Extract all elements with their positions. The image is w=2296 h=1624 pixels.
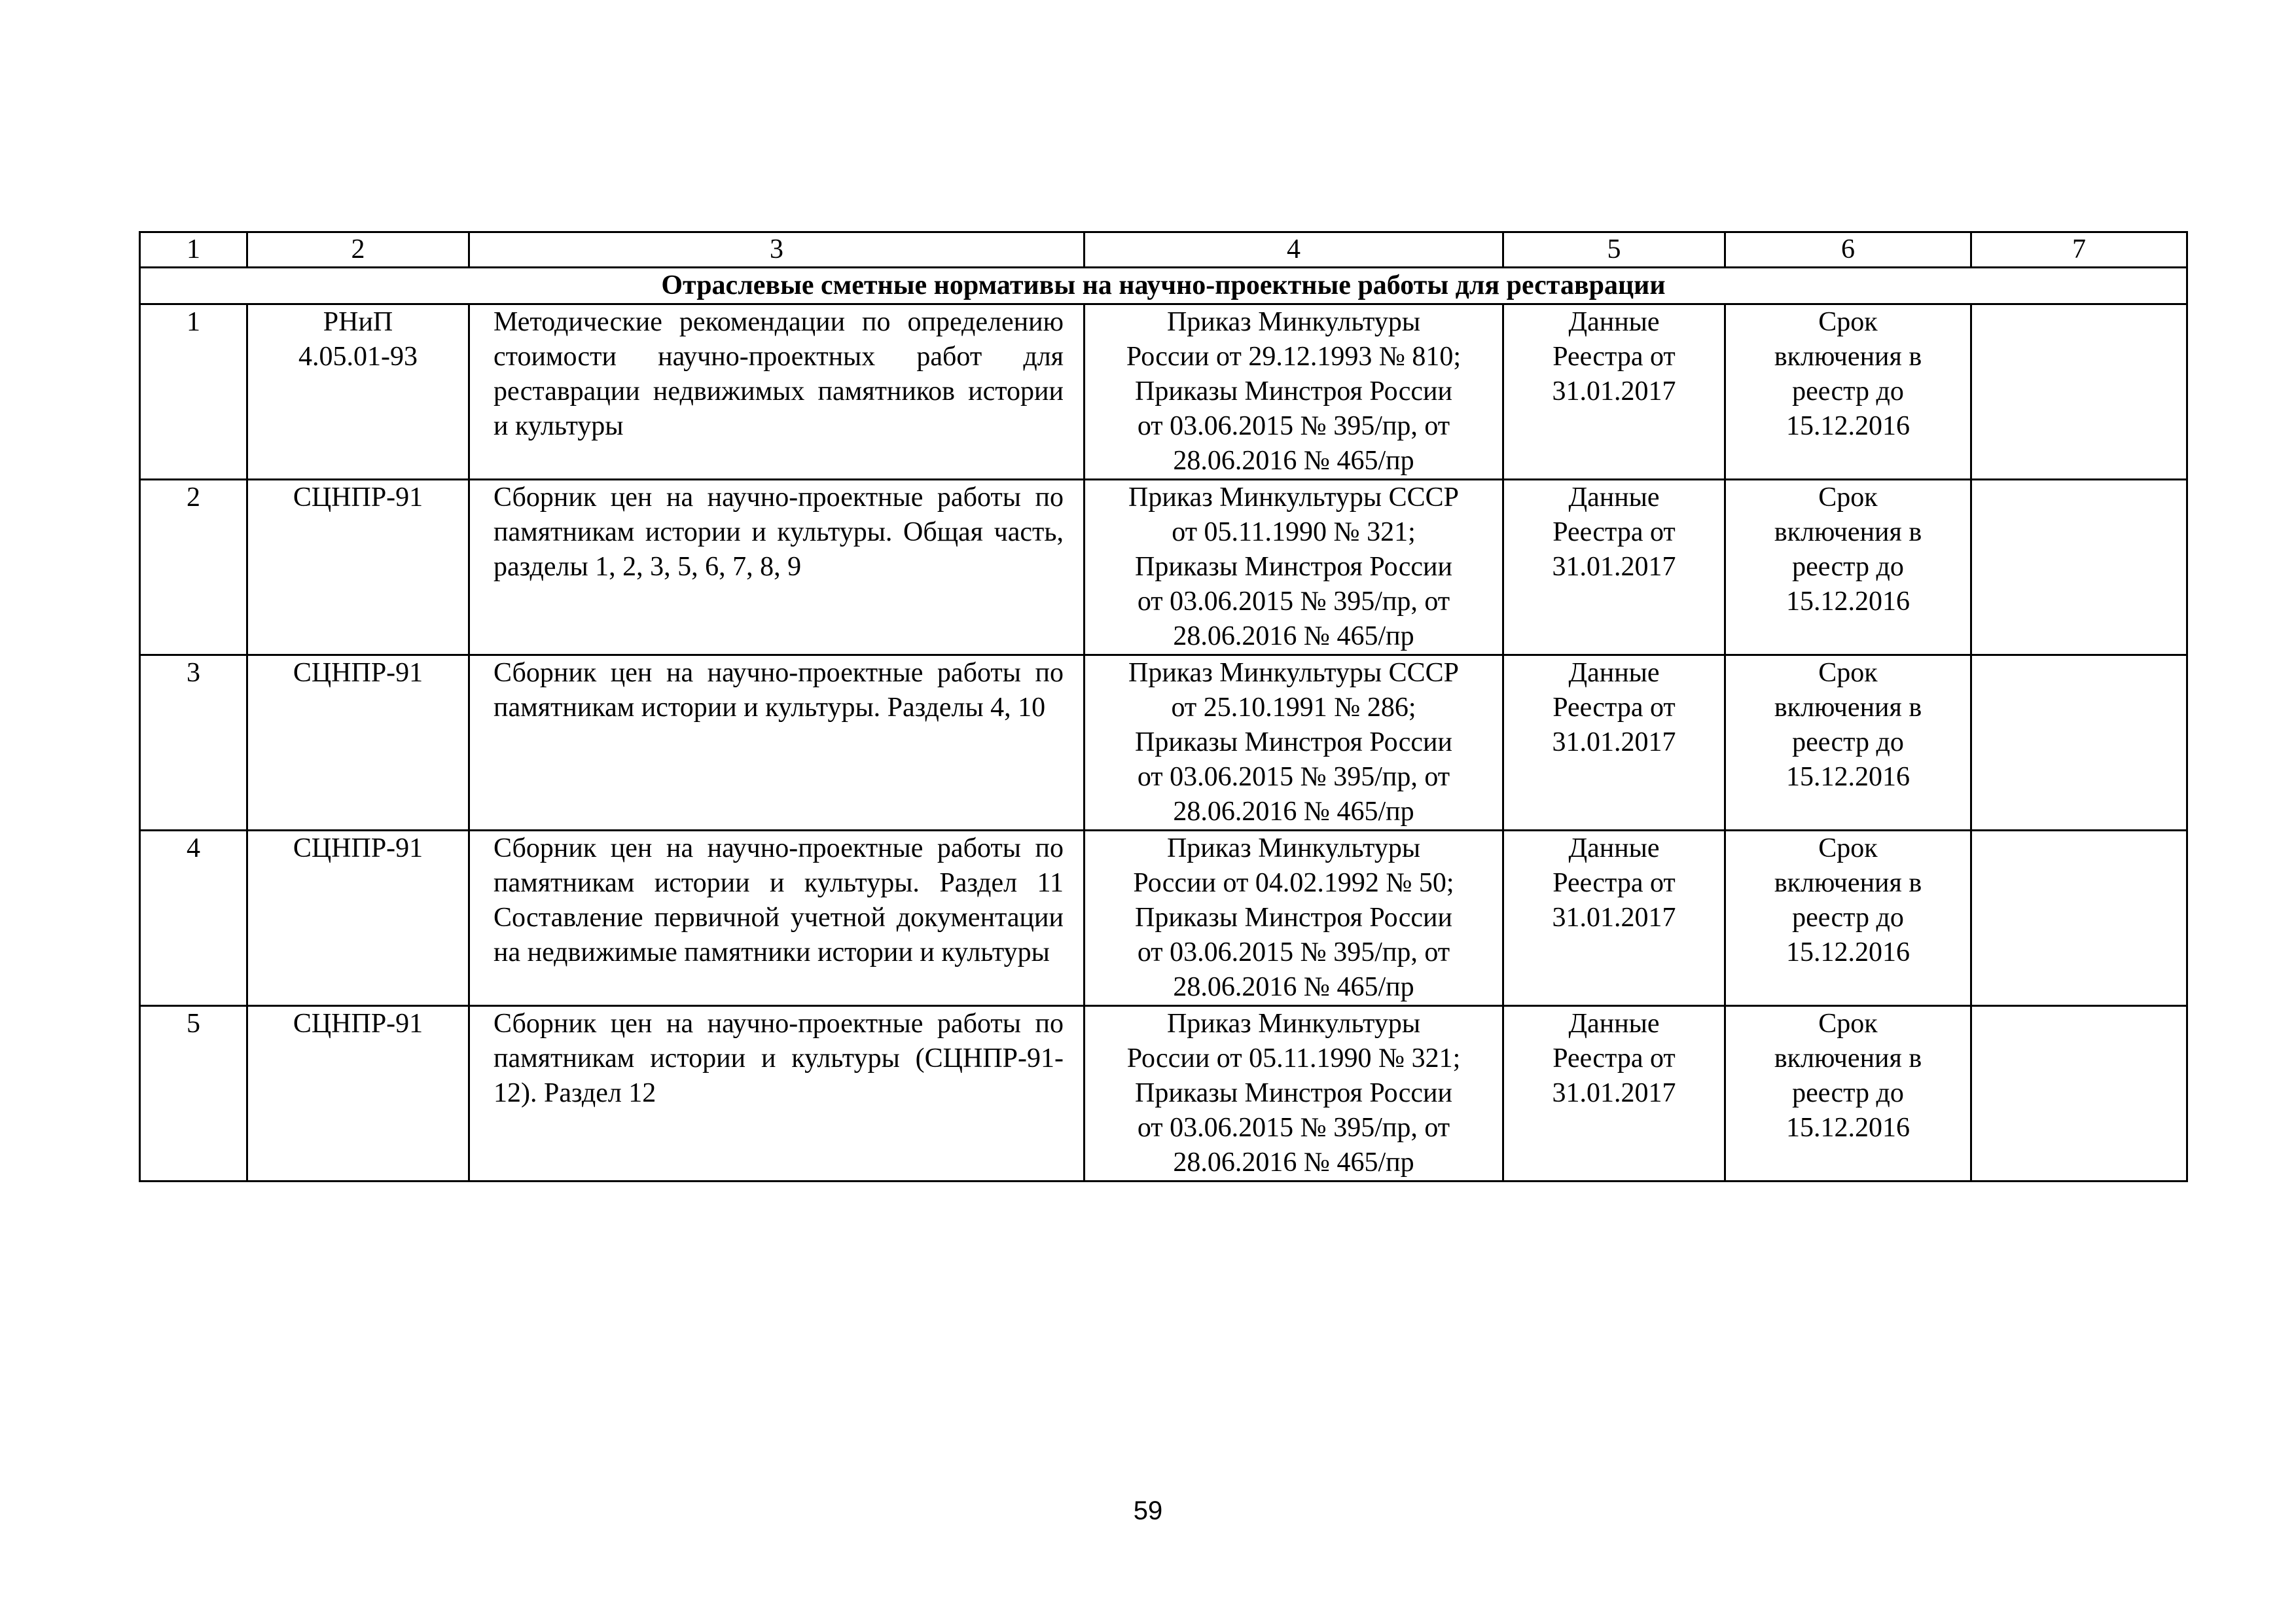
registry-data: Данные Реестра от 31.01.2017 — [1503, 304, 1725, 480]
column-7-cell — [1971, 480, 2187, 655]
inclusion-deadline: Срок включения в реестр до 15.12.2016 — [1725, 655, 1971, 831]
norm-description: Сборник цен на научно-проектные работы по памятникам истории и культуры. Раздел 11 Составление первичной учетной документации на недвижимые памятники истории и культуры — [469, 831, 1085, 1006]
norm-description: Сборник цен на научно-проектные работы по памятникам истории и культуры. Разделы 4, 10 — [469, 655, 1085, 831]
norm-code: СЦНПР-91 — [247, 655, 469, 831]
approving-orders: Приказ Минкультуры России от 29.12.1993 № 810; Приказы Минстроя России от 03.06.2015 № 395/пр, от 28.06.2016 № 465/пр — [1085, 304, 1503, 480]
inclusion-deadline: Срок включения в реестр до 15.12.2016 — [1725, 1006, 1971, 1182]
column-7-cell — [1971, 831, 2187, 1006]
inclusion-deadline: Срок включения в реестр до 15.12.2016 — [1725, 480, 1971, 655]
section-title: Отраслевые сметные нормативы на научно-проектные работы для реставрации — [140, 268, 2187, 304]
column-number: 5 — [1503, 232, 1725, 268]
column-number: 1 — [140, 232, 247, 268]
norm-code: СЦНПР-91 — [247, 480, 469, 655]
row-number: 1 — [140, 304, 247, 480]
approving-orders: Приказ Минкультуры СССР от 05.11.1990 № 321; Приказы Минстроя России от 03.06.2015 № 395/пр, от 28.06.2016 № 465/пр — [1085, 480, 1503, 655]
row-number: 5 — [140, 1006, 247, 1182]
column-7-cell — [1971, 655, 2187, 831]
row-number: 2 — [140, 480, 247, 655]
registry-data: Данные Реестра от 31.01.2017 — [1503, 831, 1725, 1006]
normatives-table — [139, 231, 2188, 1182]
norm-description: Сборник цен на научно-проектные работы по памятникам истории и культуры. Общая часть, разделы 1, 2, 3, 5, 6, 7, 8, 9 — [469, 480, 1085, 655]
registry-data: Данные Реестра от 31.01.2017 — [1503, 1006, 1725, 1182]
table-row — [140, 655, 2187, 831]
column-number-row — [140, 232, 2187, 268]
approving-orders: Приказ Минкультуры СССР от 25.10.1991 № 286; Приказы Минстроя России от 03.06.2015 № 395/пр, от 28.06.2016 № 465/пр — [1085, 655, 1503, 831]
row-number: 3 — [140, 655, 247, 831]
norm-code: РНиП 4.05.01-93 — [247, 304, 469, 480]
norm-description: Сборник цен на научно-проектные работы по памятникам истории и культуры (СЦНПР-91-12). Раздел 12 — [469, 1006, 1085, 1182]
registry-data: Данные Реестра от 31.01.2017 — [1503, 655, 1725, 831]
column-number: 3 — [469, 232, 1085, 268]
column-number: 6 — [1725, 232, 1971, 268]
row-number: 4 — [140, 831, 247, 1006]
table-row — [140, 304, 2187, 480]
column-7-cell — [1971, 304, 2187, 480]
inclusion-deadline: Срок включения в реестр до 15.12.2016 — [1725, 304, 1971, 480]
column-7-cell — [1971, 1006, 2187, 1182]
norm-description: Методические рекомендации по определению стоимости научно-проектных работ для реставрации недвижимых памятников истории и культуры — [469, 304, 1085, 480]
approving-orders: Приказ Минкультуры России от 04.02.1992 № 50; Приказы Минстроя России от 03.06.2015 № 395/пр, от 28.06.2016 № 465/пр — [1085, 831, 1503, 1006]
inclusion-deadline: Срок включения в реестр до 15.12.2016 — [1725, 831, 1971, 1006]
approving-orders: Приказ Минкультуры России от 05.11.1990 № 321; Приказы Минстроя России от 03.06.2015 № 395/пр, от 28.06.2016 № 465/пр — [1085, 1006, 1503, 1182]
column-number: 4 — [1085, 232, 1503, 268]
table-row — [140, 480, 2187, 655]
page-number: 59 — [1133, 1496, 1163, 1525]
section-row — [140, 268, 2187, 304]
table-row — [140, 831, 2187, 1006]
norm-code: СЦНПР-91 — [247, 831, 469, 1006]
column-number: 7 — [1971, 232, 2187, 268]
table-row — [140, 1006, 2187, 1182]
registry-data: Данные Реестра от 31.01.2017 — [1503, 480, 1725, 655]
column-number: 2 — [247, 232, 469, 268]
norm-code: СЦНПР-91 — [247, 1006, 469, 1182]
